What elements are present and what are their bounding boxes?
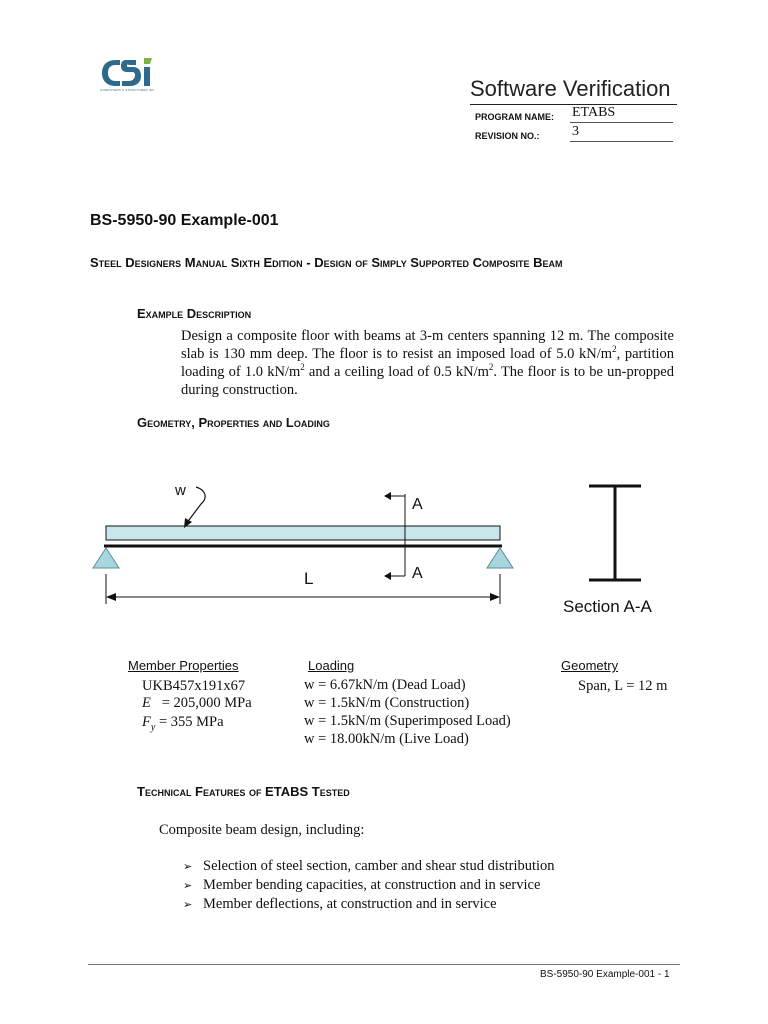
load-dead: w = 6.67kN/m (Dead Load)	[304, 677, 466, 693]
geometry-span: Span, L = 12 m	[578, 678, 668, 694]
load-arrow-icon	[186, 487, 205, 524]
load-superimposed: w = 1.5kN/m (Superimposed Load)	[304, 713, 511, 729]
page-footer: BS-5950-90 Example-001 - 1	[540, 969, 670, 980]
example-title: BS-5950-90 Example-001	[90, 212, 279, 229]
technical-feature-list	[183, 857, 555, 914]
program-name-value: ETABS	[572, 105, 616, 120]
document-type-title: Software Verification	[470, 76, 671, 101]
arrow-bullet-icon: ➢	[183, 861, 193, 873]
list-item: ➢ Member deflections, at construction and in service	[183, 896, 497, 912]
technical-features-heading: Technical Features of ETABS Tested	[137, 784, 350, 799]
revision-no-underline	[570, 141, 673, 142]
technical-intro: Composite beam design, including:	[159, 822, 365, 838]
revision-no-label: REVISION NO.:	[475, 131, 540, 141]
main-heading: Steel Designers Manual Sixth Edition - Design of Simply Supported Composite Beam	[90, 255, 563, 270]
right-support-icon	[487, 548, 513, 568]
yield-strength: $F_y = 355$ MPa	[142, 714, 224, 733]
load-live: w = 18.00kN/m (Live Load)	[304, 731, 469, 747]
composite-slab	[106, 526, 500, 540]
revision-no-value: 3	[572, 124, 579, 139]
geometry-column-heading: Geometry	[561, 658, 619, 673]
example-description-heading: Example Description	[137, 306, 252, 321]
geometry-heading: Geometry, Properties and Loading	[137, 415, 330, 430]
section-title: Section A-A	[563, 597, 652, 616]
span-label: L	[304, 569, 314, 588]
i-section-icon	[589, 486, 641, 580]
arrow-bullet-icon: ➢	[183, 880, 193, 892]
member-section: UKB457x191x67	[142, 678, 246, 694]
arrow-bullet-icon: ➢	[183, 899, 193, 911]
section-cut-label-bottom: A	[412, 565, 423, 582]
left-support-icon	[93, 548, 119, 568]
logo-tagline: COMPUTERS & STRUCTURES INC.	[100, 88, 156, 92]
list-item: ➢ Member bending capacities, at construction and in service	[183, 877, 541, 893]
example-description-text: Design a composite floor with beams at 3-m centers spanning 12 m. The composite slab is 130 mm deep. The floor is to resist an imposed load of 5.0 $kN/m^2$, partition loading of 1.0 $kN/m^2$ and a ceiling load of 0.5 $kN/m^2$. The floor is to be un-propped during construction.	[181, 328, 674, 398]
load-label: w	[175, 482, 186, 499]
beam-diagram	[88, 472, 688, 622]
loading-heading: Loading	[308, 658, 355, 673]
program-name-label: PROGRAM NAME:	[475, 112, 554, 122]
list-item: ➢ Selection of steel section, camber and shear stud distribution	[183, 858, 555, 874]
load-construction: w = 1.5kN/m (Construction)	[304, 695, 470, 711]
section-cut-label-top: A	[412, 496, 423, 513]
footer-rule	[88, 964, 680, 965]
program-name-underline	[570, 122, 673, 123]
elastic-modulus: E = 205,000 MPa	[142, 695, 252, 711]
member-properties-heading: Member Properties	[128, 658, 239, 673]
